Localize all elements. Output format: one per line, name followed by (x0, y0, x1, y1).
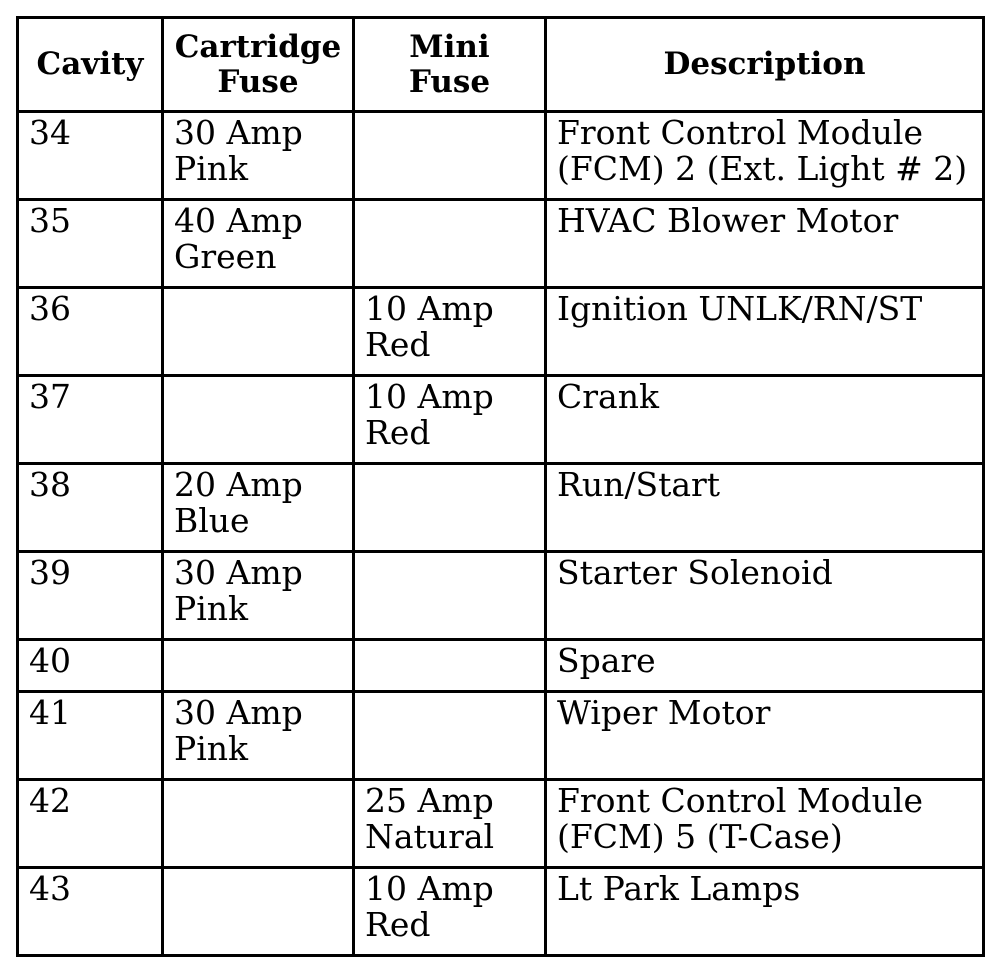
description-cell: Run/Start (546, 464, 984, 552)
mini-fuse-cell (354, 640, 546, 692)
description-cell: Spare (546, 640, 984, 692)
mini-fuse-cell (354, 692, 546, 780)
fuse-table (16, 16, 985, 957)
header-description: Description (546, 18, 984, 112)
table-row (18, 200, 984, 288)
cartridge-fuse-cell: 40 Amp Green (163, 200, 354, 288)
mini-fuse-cell (354, 552, 546, 640)
cartridge-fuse-cell (163, 288, 354, 376)
cartridge-fuse-cell: 30 Amp Pink (163, 692, 354, 780)
table-row (18, 640, 984, 692)
cartridge-fuse-cell (163, 376, 354, 464)
table-row (18, 112, 984, 200)
description-cell: Front Control Module (FCM) 2 (Ext. Light # 2) (546, 112, 984, 200)
header-mini-fuse: Mini Fuse (354, 18, 546, 112)
description-cell: Starter Solenoid (546, 552, 984, 640)
cavity-cell: 34 (18, 112, 163, 200)
description-cell: Ignition UNLK/RN/ST (546, 288, 984, 376)
table-row (18, 868, 984, 956)
cartridge-fuse-cell (163, 640, 354, 692)
mini-fuse-cell (354, 464, 546, 552)
header-row (18, 18, 984, 112)
table-row (18, 288, 984, 376)
mini-fuse-cell: 25 Amp Natural (354, 780, 546, 868)
table-row (18, 780, 984, 868)
cavity-cell: 39 (18, 552, 163, 640)
cavity-cell: 35 (18, 200, 163, 288)
cartridge-fuse-cell: 30 Amp Pink (163, 552, 354, 640)
table-row (18, 464, 984, 552)
description-cell: Lt Park Lamps (546, 868, 984, 956)
mini-fuse-cell (354, 112, 546, 200)
cavity-cell: 41 (18, 692, 163, 780)
cartridge-fuse-cell (163, 780, 354, 868)
header-cartridge-fuse: Cartridge Fuse (163, 18, 354, 112)
header-cavity: Cavity (18, 18, 163, 112)
cavity-cell: 38 (18, 464, 163, 552)
cartridge-fuse-cell (163, 868, 354, 956)
cavity-cell: 36 (18, 288, 163, 376)
cavity-cell: 42 (18, 780, 163, 868)
table-row (18, 552, 984, 640)
description-cell: HVAC Blower Motor (546, 200, 984, 288)
description-cell: Wiper Motor (546, 692, 984, 780)
cavity-cell: 40 (18, 640, 163, 692)
cartridge-fuse-cell: 30 Amp Pink (163, 112, 354, 200)
mini-fuse-cell: 10 Amp Red (354, 868, 546, 956)
description-cell: Crank (546, 376, 984, 464)
cavity-cell: 43 (18, 868, 163, 956)
cartridge-fuse-cell: 20 Amp Blue (163, 464, 354, 552)
mini-fuse-cell: 10 Amp Red (354, 376, 546, 464)
cavity-cell: 37 (18, 376, 163, 464)
table-row (18, 376, 984, 464)
description-cell: Front Control Module (FCM) 5 (T-Case) (546, 780, 984, 868)
table-row (18, 692, 984, 780)
mini-fuse-cell (354, 200, 546, 288)
mini-fuse-cell: 10 Amp Red (354, 288, 546, 376)
